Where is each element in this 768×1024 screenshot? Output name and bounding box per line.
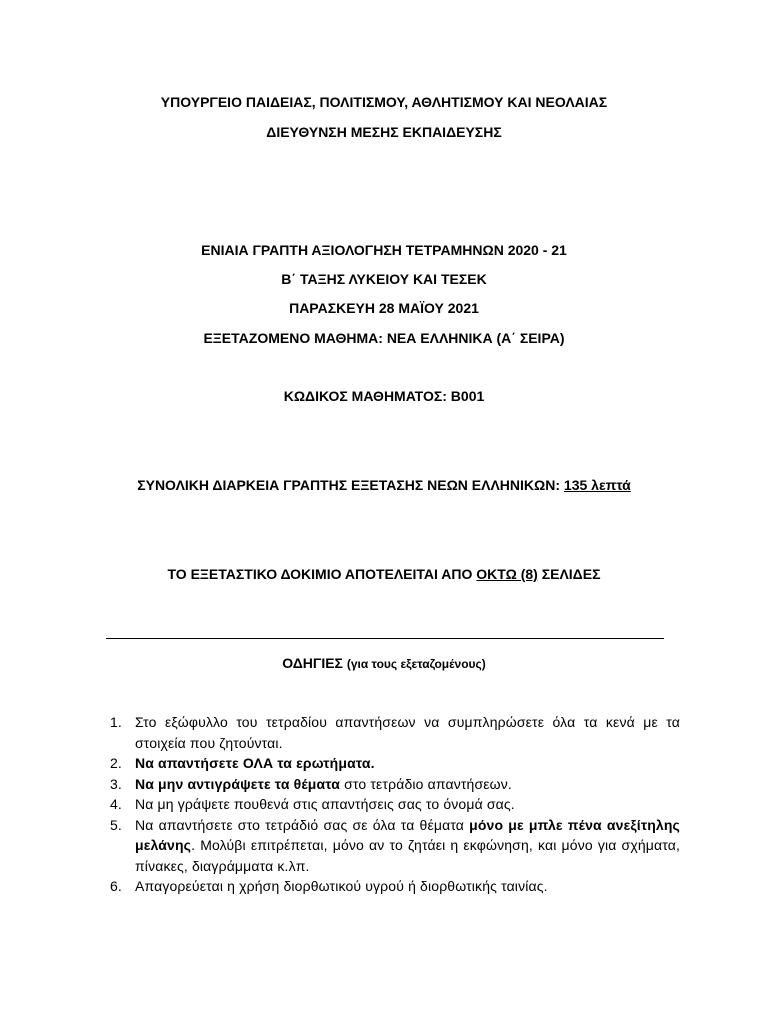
list-item: [110, 712, 680, 753]
item-text: Στο εξώφυλλο του τετραδίου απαντήσεων να συμπληρώσετε όλα τα κενά με τα στοιχεία που ζητούνται.: [135, 714, 680, 751]
list-item: [110, 753, 680, 774]
item-number: 5.: [110, 816, 122, 833]
item-number: 6.: [110, 878, 122, 894]
page-count-prefix: ΤΟ ΕΞΕΤΑΣΤΙΚΟ ΔΟΚΙΜΙΟ ΑΠΟΤΕΛΕΙΤΑΙ ΑΠΟ: [167, 566, 473, 582]
item-text: στο τετράδιο απαντήσεων.: [340, 775, 512, 792]
item-text: Απαγορεύεται η χρήση διορθωτικού υγρού ή διορθωτικής ταινίας.: [135, 878, 548, 894]
duration-value: 135 λεπτά: [563, 477, 631, 493]
instructions-list: [110, 712, 680, 897]
item-bold-text: Να απαντήσετε ΟΛΑ τα ερωτήματα.: [135, 755, 375, 771]
list-item: [110, 774, 680, 795]
exam-title: ΕΝΙΑΙΑ ΓΡΑΠΤΗ ΑΞΙΟΛΟΓΗΣΗ ΤΕΤΡΑΜΗΝΩΝ 2020 - 21: [201, 242, 567, 258]
item-bold-text: μόνο με μπλε πένα ανεξίτηλης μελάνης: [135, 816, 680, 853]
item-bold-text: Να μην αντιγράψετε τα θέματα: [135, 775, 341, 792]
exam-class: Β΄ ΤΑΞΗΣ ΛΥΚΕΙΟΥ ΚΑΙ ΤΕΣΕΚ: [281, 271, 487, 287]
exam-duration: [0, 476, 768, 494]
exam-date: ΠΑΡΑΣΚΕΥΗ 28 ΜΑΪΟΥ 2021: [289, 300, 479, 316]
divider-line: [106, 638, 664, 639]
ministry-heading: ΥΠΟΥΡΓΕΙΟ ΠΑΙΔΕΙΑΣ, ΠΟΛΙΤΙΣΜΟΥ, ΑΘΛΗΤΙΣΜΟΥ ΚΑΙ ΝΕΟΛΑΙΑΣ: [160, 94, 608, 110]
item-number: 3.: [110, 775, 122, 792]
list-item: [110, 815, 680, 877]
page-count-value: ΟΚΤΩ (8): [476, 566, 538, 582]
instructions-heading: [0, 654, 768, 673]
duration-label: ΣΥΝΟΛΙΚΗ ΔΙΑΡΚΕΙΑ ΓΡΑΠΤΗΣ ΕΞΕΤΑΣΗΣ ΝΕΩΝ ΕΛΛΗΝΙΚΩΝ:: [137, 477, 561, 493]
page-count: [0, 565, 768, 583]
item-number: 2.: [110, 755, 122, 771]
item-text: Να μη γράψετε πουθενά στις απαντήσεις σας το όνομά σας.: [135, 796, 515, 812]
instructions-title: ΟΔΗΓΙΕΣ: [282, 655, 343, 671]
item-number: 1.: [110, 714, 122, 730]
course-code: ΚΩΔΙΚΟΣ ΜΑΘΗΜΑΤΟΣ: Β001: [283, 388, 485, 404]
list-item: [110, 876, 680, 897]
exam-subject: ΕΞΕΤΑΖΟΜΕΝΟ ΜΑΘΗΜΑ: ΝΕΑ ΕΛΛΗΝΙΚΑ (Α΄ ΣΕΙΡΑ): [203, 330, 565, 346]
page-count-suffix: ΣΕΛΙΔΕΣ: [541, 566, 601, 582]
directorate-heading: ΔΙΕΥΘΥΝΣΗ ΜΕΣΗΣ ΕΚΠΑΙΔΕΥΣΗΣ: [266, 124, 502, 140]
item-text-before: Να απαντήσετε στο τετράδιό σας σε όλα τα θέματα: [135, 816, 470, 833]
instructions-title-note: (για τους εξεταζομένους): [346, 657, 486, 671]
item-text: . Μολύβι επιτρέπεται, μόνο αν το ζητάει η εκφώνηση, και μόνο για σχήματα, πίνακες, διαγράμματα κ.λπ.: [135, 837, 680, 874]
list-item: [110, 794, 680, 815]
item-number: 4.: [110, 796, 122, 812]
